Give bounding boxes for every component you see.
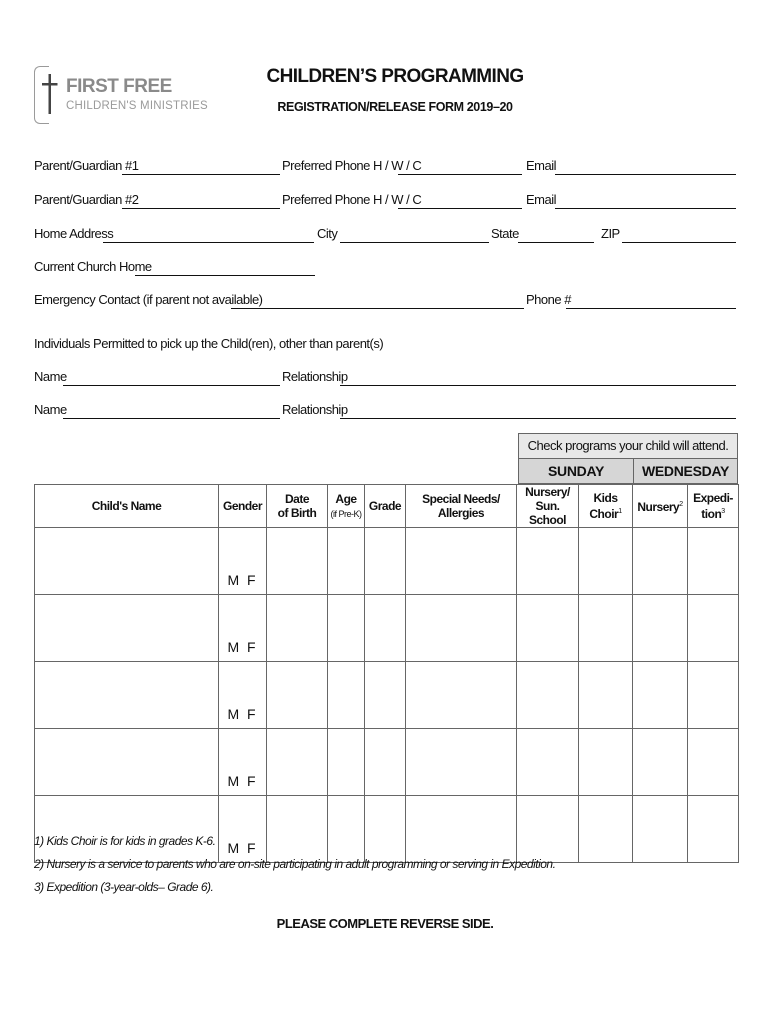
- current-church-field[interactable]: [135, 275, 315, 276]
- parent1-email-label: Email: [526, 158, 557, 173]
- page-title: CHILDREN’S PROGRAMMING: [266, 66, 524, 87]
- footnote-2: 2) Nursery is a service to parents who are on-site participating in adult programming or serving in Expedition.: [34, 857, 556, 871]
- parent1-field[interactable]: [122, 174, 280, 175]
- sunday-header: SUNDAY: [518, 459, 634, 484]
- individuals-permitted-label: Individuals Permitted to pick up the Child(ren), other than parent(s): [34, 336, 384, 351]
- gender-cell[interactable]: M F: [219, 796, 267, 863]
- kids-choir-checkbox[interactable]: [579, 595, 633, 662]
- home-address-label: Home Address: [34, 226, 114, 241]
- cross-icon: [40, 74, 60, 114]
- kids-choir-checkbox[interactable]: [579, 662, 633, 729]
- pickup2-relationship-label: Relationship: [282, 402, 348, 417]
- special-needs-cell[interactable]: [406, 729, 517, 796]
- logo: [30, 66, 208, 126]
- col-child-name: Child's Name: [35, 485, 219, 528]
- col-age: Age (if Pre-K): [328, 485, 365, 528]
- grade-cell[interactable]: [365, 528, 406, 595]
- col-gender: Gender: [219, 485, 267, 528]
- expedition-checkbox[interactable]: [688, 662, 739, 729]
- parent1-phone-label: Preferred Phone H / W / C: [282, 158, 422, 173]
- nursery-checkbox[interactable]: [633, 528, 688, 595]
- nursery-checkbox[interactable]: [633, 796, 688, 863]
- parent2-email-field[interactable]: [555, 208, 736, 209]
- pickup1-relationship-label: Relationship: [282, 369, 348, 384]
- parent1-email-field[interactable]: [555, 174, 736, 175]
- nursery-ss-checkbox[interactable]: [517, 528, 579, 595]
- check-programs-header: Check programs your child will attend.: [518, 433, 738, 459]
- dob-cell[interactable]: [267, 528, 328, 595]
- logo-subtitle: CHILDREN'S MINISTRIES: [66, 100, 208, 112]
- dob-cell[interactable]: [267, 729, 328, 796]
- child-name-cell[interactable]: [35, 729, 219, 796]
- dob-cell[interactable]: [267, 662, 328, 729]
- current-church-label: Current Church Home: [34, 259, 152, 274]
- pickup1-name-field[interactable]: [63, 385, 280, 386]
- zip-field[interactable]: [622, 242, 736, 243]
- gender-cell[interactable]: M F: [219, 662, 267, 729]
- pickup2-name-field[interactable]: [63, 418, 280, 419]
- emergency-phone-field[interactable]: [566, 308, 736, 309]
- special-needs-cell[interactable]: [406, 528, 517, 595]
- footnote-3: 3) Expedition (3-year-olds– Grade 6).: [34, 880, 214, 894]
- grade-cell[interactable]: [365, 729, 406, 796]
- nursery-ss-checkbox[interactable]: [517, 595, 579, 662]
- pickup1-name-label: Name: [34, 369, 67, 384]
- col-expedition: Expedi- tion$^3$: [688, 485, 739, 528]
- zip-label: ZIP: [601, 226, 620, 241]
- parent1-label: Parent/Guardian #1: [34, 158, 139, 173]
- table-row: [35, 729, 739, 796]
- col-grade: Grade: [365, 485, 406, 528]
- col-special-needs: Special Needs/ Allergies: [406, 485, 517, 528]
- pickup1-relationship-field[interactable]: [340, 385, 736, 386]
- state-field[interactable]: [518, 242, 594, 243]
- kids-choir-checkbox[interactable]: [579, 729, 633, 796]
- parent2-email-label: Email: [526, 192, 557, 207]
- age-cell[interactable]: [328, 796, 365, 863]
- children-table: [34, 484, 739, 863]
- age-cell[interactable]: [328, 528, 365, 595]
- special-needs-cell[interactable]: [406, 796, 517, 863]
- special-needs-cell[interactable]: [406, 595, 517, 662]
- nursery-checkbox[interactable]: [633, 595, 688, 662]
- parent2-phone-field[interactable]: [398, 208, 522, 209]
- kids-choir-checkbox[interactable]: [579, 528, 633, 595]
- gender-cell[interactable]: M F: [219, 528, 267, 595]
- dob-cell[interactable]: [267, 595, 328, 662]
- footnote-1: 1) Kids Choir is for kids in grades K-6.: [34, 834, 216, 848]
- age-cell[interactable]: [328, 595, 365, 662]
- nursery-ss-checkbox[interactable]: [517, 662, 579, 729]
- child-name-cell[interactable]: [35, 662, 219, 729]
- expedition-checkbox[interactable]: [688, 528, 739, 595]
- home-address-field[interactable]: [103, 242, 314, 243]
- child-name-cell[interactable]: [35, 595, 219, 662]
- dob-cell[interactable]: [267, 796, 328, 863]
- pickup2-relationship-field[interactable]: [340, 418, 736, 419]
- nursery-checkbox[interactable]: [633, 729, 688, 796]
- parent1-phone-field[interactable]: [398, 174, 522, 175]
- table-row: [35, 595, 739, 662]
- logo-name: FIRST FREE: [66, 76, 172, 97]
- nursery-ss-checkbox[interactable]: [517, 729, 579, 796]
- expedition-checkbox[interactable]: [688, 729, 739, 796]
- emergency-contact-field[interactable]: [231, 308, 524, 309]
- col-nursery: Nursery$^2$: [633, 485, 688, 528]
- kids-choir-checkbox[interactable]: [579, 796, 633, 863]
- col-date-of-birth: Date of Birth: [267, 485, 328, 528]
- page-subtitle: REGISTRATION/RELEASE FORM 2019–20: [277, 100, 513, 114]
- parent2-field[interactable]: [122, 208, 280, 209]
- grade-cell[interactable]: [365, 796, 406, 863]
- nursery-checkbox[interactable]: [633, 662, 688, 729]
- child-name-cell[interactable]: [35, 528, 219, 595]
- emergency-phone-label: Phone #: [526, 292, 571, 307]
- special-needs-cell[interactable]: [406, 662, 517, 729]
- grade-cell[interactable]: [365, 595, 406, 662]
- table-row: [35, 796, 739, 863]
- gender-cell[interactable]: M F: [219, 595, 267, 662]
- grade-cell[interactable]: [365, 662, 406, 729]
- table-row: [35, 662, 739, 729]
- table-header-row: [35, 485, 739, 528]
- table-row: [35, 528, 739, 595]
- emergency-contact-label: Emergency Contact (if parent not available): [34, 292, 263, 307]
- city-label: City: [317, 226, 338, 241]
- complete-reverse-note: PLEASE COMPLETE REVERSE SIDE.: [276, 916, 494, 931]
- city-field[interactable]: [340, 242, 489, 243]
- col-nursery-sunday-school: Nursery/ Sun. School: [517, 485, 579, 528]
- parent2-phone-label: Preferred Phone H / W / C: [282, 192, 422, 207]
- child-name-cell[interactable]: [35, 796, 219, 863]
- pickup2-name-label: Name: [34, 402, 67, 417]
- wednesday-header: WEDNESDAY: [634, 459, 738, 484]
- parent2-label: Parent/Guardian #2: [34, 192, 139, 207]
- state-label: State: [491, 226, 519, 241]
- expedition-checkbox[interactable]: [688, 595, 739, 662]
- nursery-ss-checkbox[interactable]: [517, 796, 579, 863]
- gender-cell[interactable]: M F: [219, 729, 267, 796]
- col-kids-choir: Kids Choir$^1$: [579, 485, 633, 528]
- age-cell[interactable]: [328, 662, 365, 729]
- age-cell[interactable]: [328, 729, 365, 796]
- expedition-checkbox[interactable]: [688, 796, 739, 863]
